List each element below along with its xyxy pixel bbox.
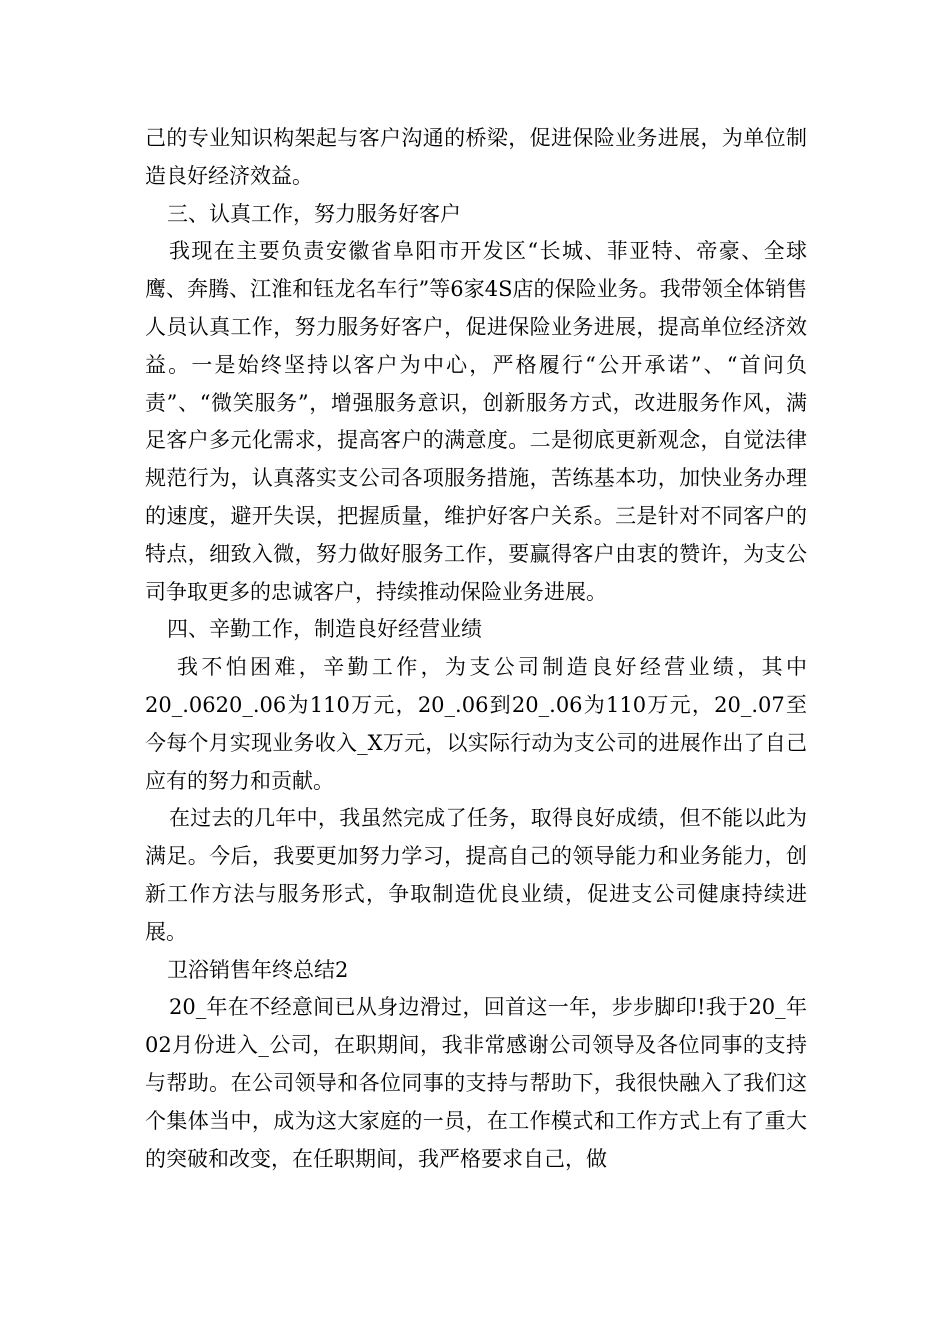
paragraph-year-review: 20_年在不经意间已从身边滑过，回首这一年，步步脚印!我于20_年02月份进入_公司，在职期间，我非常感谢公司领导及各位同事的支持与帮助。在公司领导和各位同事的支持与帮助下，我很快融入了我们这个集体当中，成为这大家庭的一员，在工作模式和工作方式上有了重大的突破和改变，在任职期间，我严格要求自己，做 [145,995,807,1171]
section-heading-three: 三、认真工作，努力服务好客户 [167,201,461,226]
article-title-2: 卫浴销售年终总结2 [167,957,349,982]
document-body [145,120,807,1178]
paragraph-customer-service: 我现在主要负责安徽省阜阳市开发区“长城、菲亚特、帝豪、全球鹰、奔腾、江淮和钰龙名车行”等6家4S店的保险业务。我带领全体销售人员认真工作，努力服务好客户，促进保险业务进展，提高单位经济效益。一是始终坚持以客户为中心，严格履行“公开承诺”、“首问负责”、“微笑服务”，增强服务意识，创新服务方式，改进服务作风，满足客户多元化需求，提高客户的满意度。二是彻底更新观念，自觉法律规范行为，认真落实支公司各项服务措施，苦练基本功，加快业务办理的速度，避开失误，把握质量，维护好客户关系。三是针对不同客户的特点，细致入微，努力做好服务工作，要赢得客户由衷的赞许，为支公司争取更多的忠诚客户，持续推动保险业务进展。 [145,239,807,604]
paragraph-performance: 我不怕困难，辛勤工作，为支公司制造良好经营业绩，其中20_.0620_.06为110万元，20_.06到20_.06为110万元，20_.07至今每个月实现业务收入_X万元，以实际行动为支公司的进展作出了自己应有的努力和贡献。 [145,655,807,793]
section-heading-four: 四、辛勤工作，制造良好经营业绩 [167,617,482,642]
paragraph-conclusion: 在过去的几年中，我虽然完成了任务，取得良好成绩，但不能以此为满足。今后，我要更加努力学习，提高自己的领导能力和业务能力，创新工作方法与服务形式，争取制造优良业绩，促进支公司健康持续进展。 [145,806,807,944]
paragraph-continuation: 己的专业知识构架起与客户沟通的桥梁，促进保险业务进展，为单位制造良好经济效益。 [145,126,807,188]
